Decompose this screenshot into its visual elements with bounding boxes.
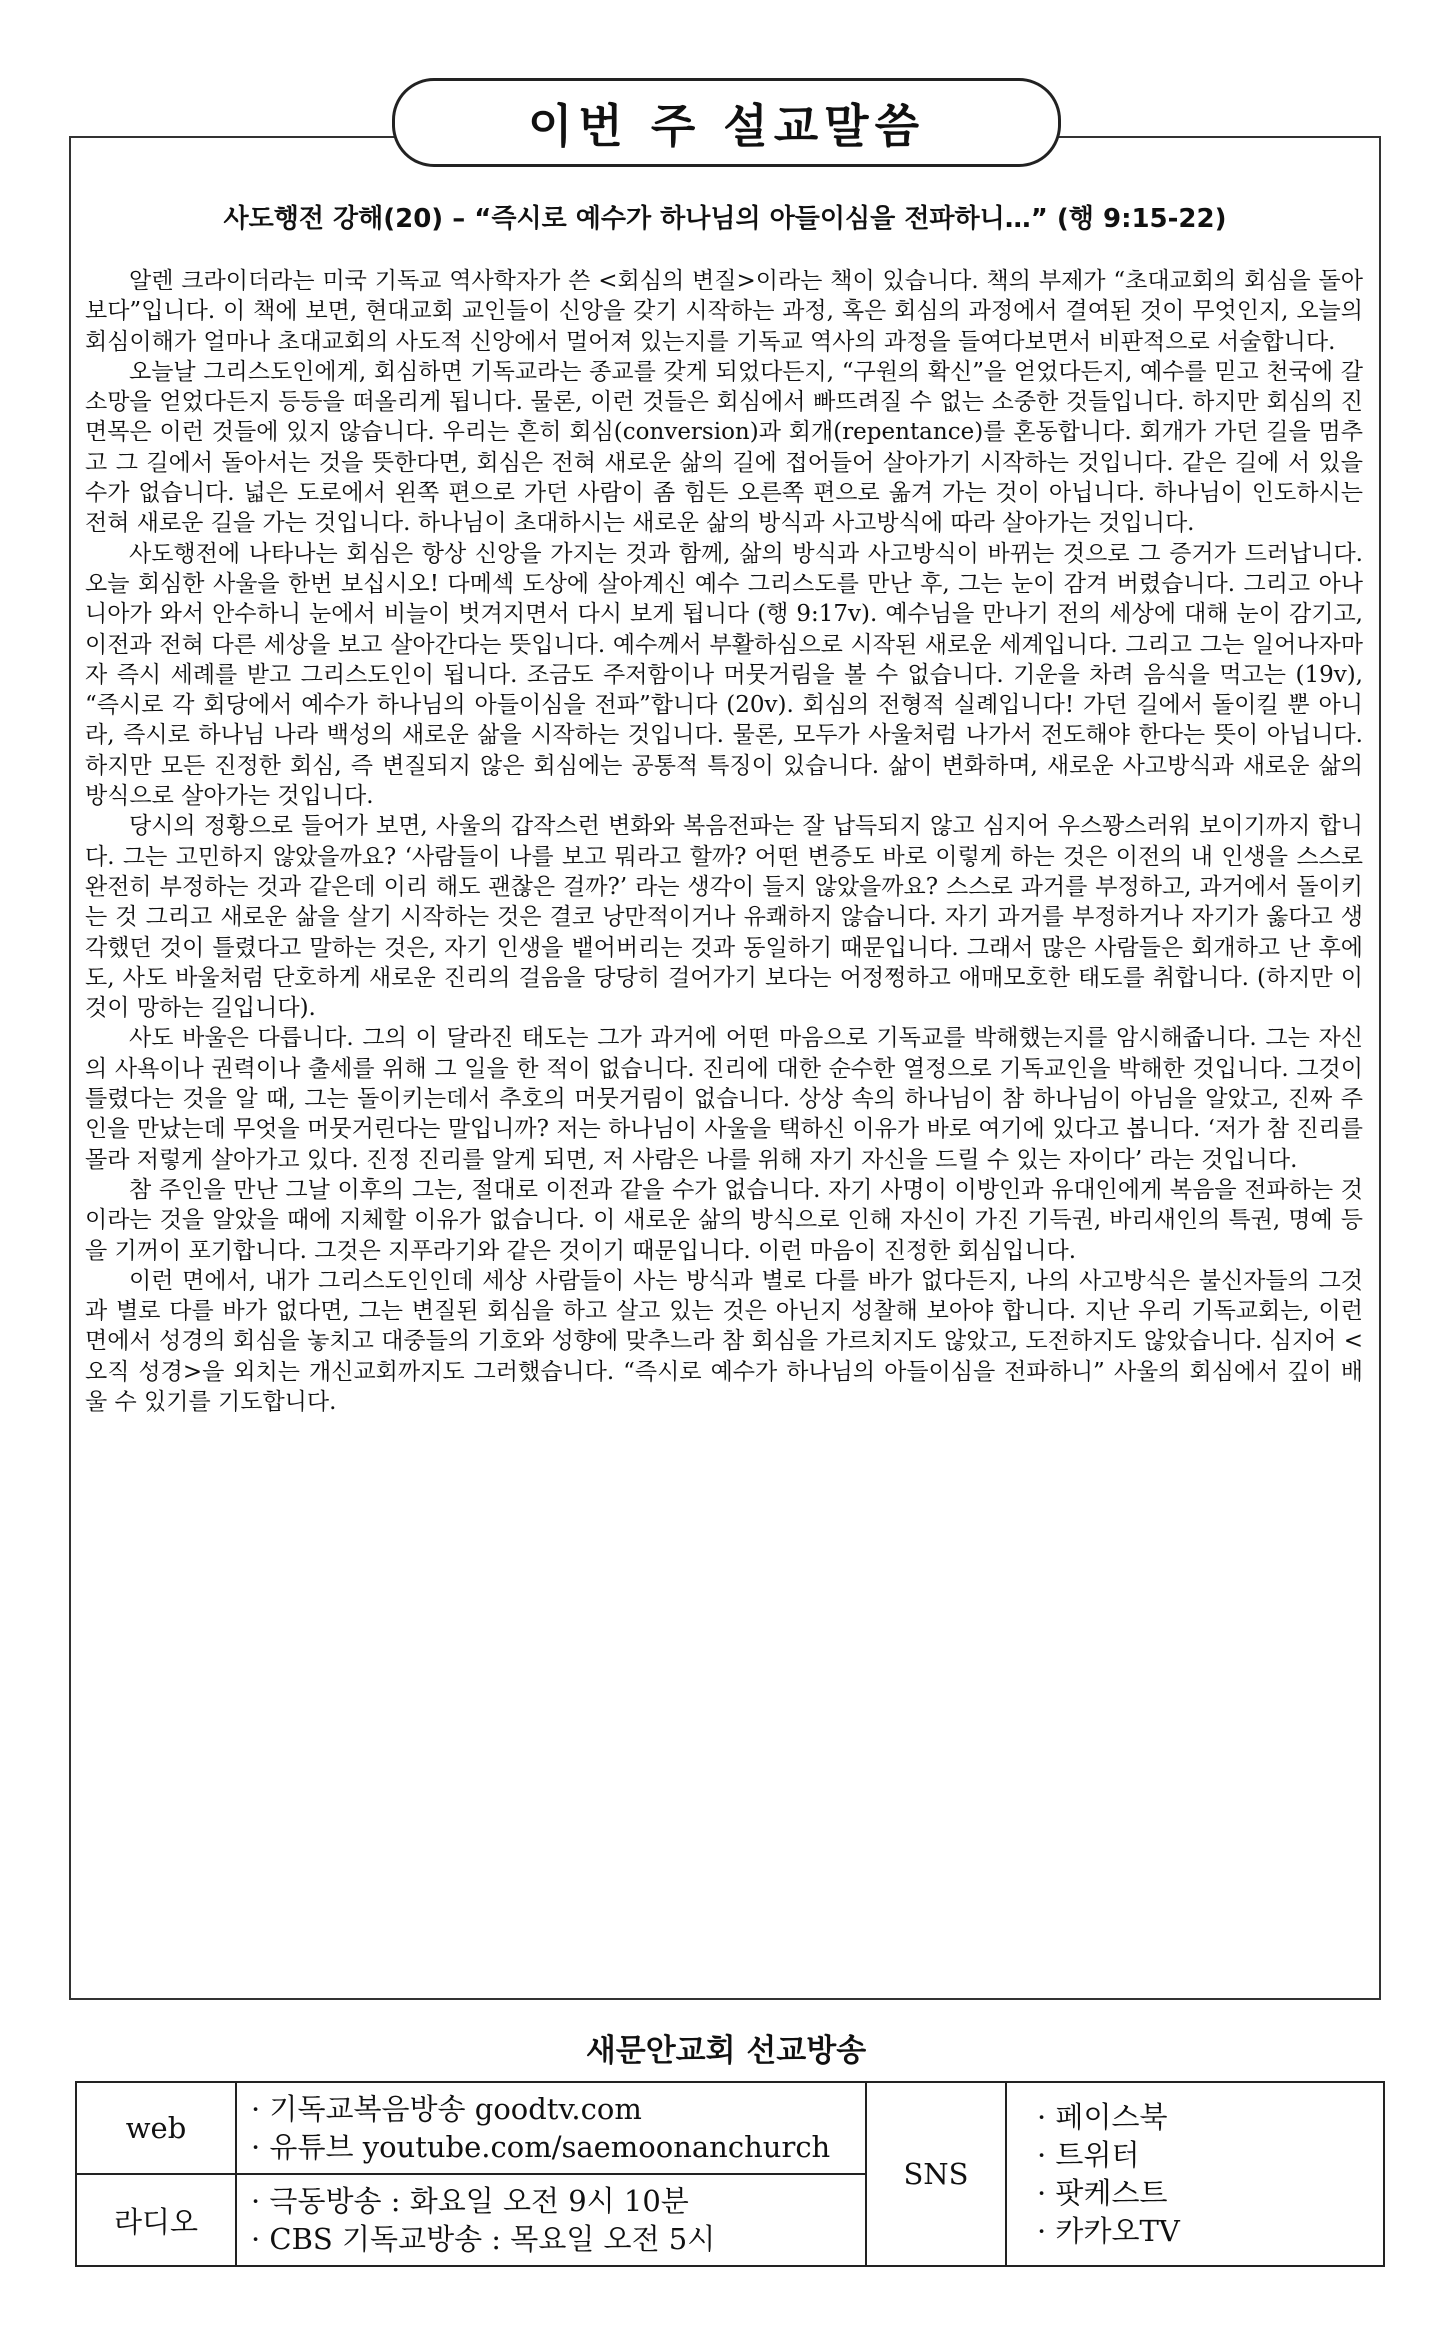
list-item: · 팟케스트 bbox=[1037, 2176, 1168, 2210]
page-title: 이번 주 설교말씀 bbox=[527, 98, 926, 153]
sns-label: SNS bbox=[866, 2082, 1006, 2266]
table-row bbox=[76, 2082, 1384, 2174]
sermon-box bbox=[69, 136, 1381, 2000]
radio-items bbox=[236, 2174, 866, 2266]
list-item: · 카카오TV bbox=[1037, 2214, 1180, 2248]
list-item: · 극동방송 : 화요일 오전 9시 10분 bbox=[251, 2184, 689, 2218]
sermon-paragraph: 알렌 크라이더라는 미국 기독교 역사학자가 쓴 <회심의 변질>이라는 책이 있습니다. 책의 부제가 “초대교회의 회심을 돌아보다”입니다. 이 책에 보면, 현대교회 교인들이 신앙을 갖기 시작하는 과정, 혹은 회심의 과정에서 결여된 것이 무엇인지, 오늘의 회심이해가 얼마나 초대교회의 사도적 신앙에서 멀어져 있는지를 기독교 역사의 과정을 들여다보면서 비판적으로 서술합니다. bbox=[85, 268, 1363, 355]
sermon-paragraph: 오늘날 그리스도인에게, 회심하면 기독교라는 종교를 갖게 되었다든지, “구원의 확신”을 얻었다든지, 예수를 믿고 천국에 갈 소망을 얻었다든지 등등을 떠올리게 됩니다. 물론, 이런 것들은 회심에서 빠뜨려질 수 없는 소중한 것들입니다. 하지만 회심의 진면목은 이런 것들에 있지 않습니다. 우리는 흔히 회심(conversion)과 회개(repentance)를 혼동합니다. 회개가 가던 길을 멈추고 그 길에서 돌아서는 것을 뜻한다면, 회심은 전혀 새로운 삶의 길에 접어들어 살아가기 시작하는 것입니다. 같은 길에 서 있을 수가 없습니다. 넓은 도로에서 왼쪽 편으로 가던 사람이 좀 힘든 오른쪽 편으로 옮겨 가는 것이 아닙니다. 하나님이 인도하시는 전혀 새로운 길을 가는 것입니다. 하나님이 초대하시는 새로운 삶의 방식과 사고방식에 따라 살아가는 것입니다. bbox=[85, 358, 1363, 537]
list-item: · 기독교복음방송 goodtv.com bbox=[251, 2092, 642, 2126]
list-item: · 트위터 bbox=[1037, 2138, 1140, 2172]
sermon-body bbox=[85, 266, 1363, 1417]
sermon-paragraph: 사도행전에 나타나는 회심은 항상 신앙을 가지는 것과 함께, 삶의 방식과 사고방식이 바뀌는 것으로 그 증거가 드러납니다. 오늘 회심한 사울을 한번 보십시오! 다메섹 도상에 살아계신 예수 그리스도를 만난 후, 그는 눈이 감겨 버렸습니다. 그리고 아나니아가 와서 안수하니 눈에서 비늘이 벗겨지면서 다시 보게 됩니다 (행 9:17v). 예수님을 만나기 전의 세상에 대해 눈이 감기고, 이전과 전혀 다른 세상을 보고 살아간다는 뜻입니다. 예수께서 부활하심으로 시작된 새로운 세계입니다. 그리고 그는 일어나자마자 즉시 세례를 받고 그리스도인이 됩니다. 조금도 주저함이나 머뭇거림을 볼 수 없습니다. 기운을 차려 음식을 먹고는 (19v), “즉시로 각 회당에서 예수가 하나님의 아들이심을 전파”합니다 (20v). 회심의 전형적 실례입니다! 가던 길에서 돌이킬 뿐 아니라, 즉시로 하나님 나라 백성의 새로운 삶을 시작하는 것입니다. 물론, 모두가 사울처럼 나가서 전도해야 한다는 뜻이 아닙니다. 하지만 모든 진정한 회심, 즉 변질되지 않은 회심에는 공통적 특징이 있습니다. 삶이 변화하며, 새로운 사고방식과 새로운 삶의 방식으로 살아가는 것입니다. bbox=[85, 540, 1363, 810]
broadcast-title: 새문안교회 선교방송 bbox=[585, 2033, 867, 2069]
web-label: web bbox=[76, 2082, 236, 2174]
list-item: · 페이스북 bbox=[1037, 2100, 1168, 2134]
radio-label: 라디오 bbox=[76, 2174, 236, 2266]
list-item: · CBS 기독교방송 : 목요일 오전 5시 bbox=[251, 2222, 716, 2256]
sermon-paragraph: 참 주인을 만난 그날 이후의 그는, 절대로 이전과 같을 수가 없습니다. 자기 사명이 이방인과 유대인에게 복음을 전파하는 것이라는 것을 알았을 때에 지체할 이유가 없습니다. 이 새로운 삶의 방식으로 인해 자신이 가진 기득권, 바리새인의 특권, 명예 등을 기꺼이 포기합니다. 그것은 지푸라기와 같은 것이기 때문입니다. 이런 마음이 진정한 회심입니다. bbox=[85, 1176, 1363, 1264]
sns-items bbox=[1006, 2082, 1384, 2266]
broadcast-table bbox=[75, 2081, 1385, 2267]
sermon-paragraph: 이런 면에서, 내가 그리스도인인데 세상 사람들이 사는 방식과 별로 다를 바가 없다든지, 나의 사고방식은 불신자들의 그것과 별로 다를 바가 없다면, 그는 변질된 회심을 하고 살고 있는 것은 아닌지 성찰해 보아야 합니다. 지난 우리 기독교회는, 이런 면에서 성경의 회심을 놓치고 대중들의 기호와 성향에 맞추느라 참 회심을 가르치지도 않았고, 도전하지도 않았습니다. 심지어 <오직 성경>을 외치는 개신교회까지도 그러했습니다. “즉시로 예수가 하나님의 아들이심을 전파하니” 사울의 회심에서 깊이 배울 수 있기를 기도합니다. bbox=[85, 1267, 1363, 1415]
sermon-title: 사도행전 강해(20) – “즉시로 예수가 하나님의 아들이심을 전파하니…” (행 9:15-22) bbox=[223, 204, 1227, 234]
page-title-banner bbox=[392, 78, 1061, 167]
sermon-paragraph: 당시의 정황으로 들어가 보면, 사울의 갑작스런 변화와 복음전파는 잘 납득되지 않고 심지어 우스꽝스러워 보이기까지 합니다. 그는 고민하지 않았을까요? ‘사람들이 나를 보고 뭐라고 할까? 어떤 변증도 바로 이렇게 하는 것은 이전의 내 인생을 스스로 완전히 부정하는 것과 같은데 이리 해도 괜찮은 걸까?’ 라는 생각이 들지 않았을까요? 스스로 과거를 부정하고, 과거에서 돌이키는 것 그리고 새로운 삶을 살기 시작하는 것은 결코 낭만적이거나 유쾌하지 않습니다. 자기 과거를 부정하거나 자기가 옳다고 생각했던 것이 틀렸다고 말하는 것은, 자기 인생을 뱉어버리는 것과 동일하기 때문입니다. 그래서 많은 사람들은 회개하고 난 후에도, 사도 바울처럼 단호하게 새로운 진리의 걸음을 당당히 걸어가기 보다는 어정쩡하고 애매모호한 태도를 취합니다. (하지만 이것이 망하는 길입니다). bbox=[85, 813, 1363, 1022]
web-items bbox=[236, 2082, 866, 2174]
sermon-paragraph: 사도 바울은 다릅니다. 그의 이 달라진 태도는 그가 과거에 어떤 마음으로 기독교를 박해했는지를 암시해줍니다. 그는 자신의 사욕이나 권력이나 출세를 위해 그 일을 한 적이 없습니다. 진리에 대한 순수한 열정으로 기독교인을 박해한 것입니다. 그것이 틀렸다는 것을 알 때, 그는 돌이키는데서 추호의 머뭇거림이 없습니다. 상상 속의 하나님이 참 하나님이 아님을 알았고, 진짜 주인을 만났는데 무엇을 머뭇거린다는 말입니까? 저는 하나님이 사울을 택하신 이유가 바로 여기에 있다고 봅니다. ‘저가 참 진리를 몰라 저렇게 살아가고 있다. 진정 진리를 알게 되면, 저 사람은 나를 위해 자기 자신을 드릴 수 있는 자이다’ 라는 것입니다. bbox=[85, 1025, 1363, 1173]
list-item: · 유튜브 youtube.com/saemoonanchurch bbox=[251, 2130, 831, 2164]
